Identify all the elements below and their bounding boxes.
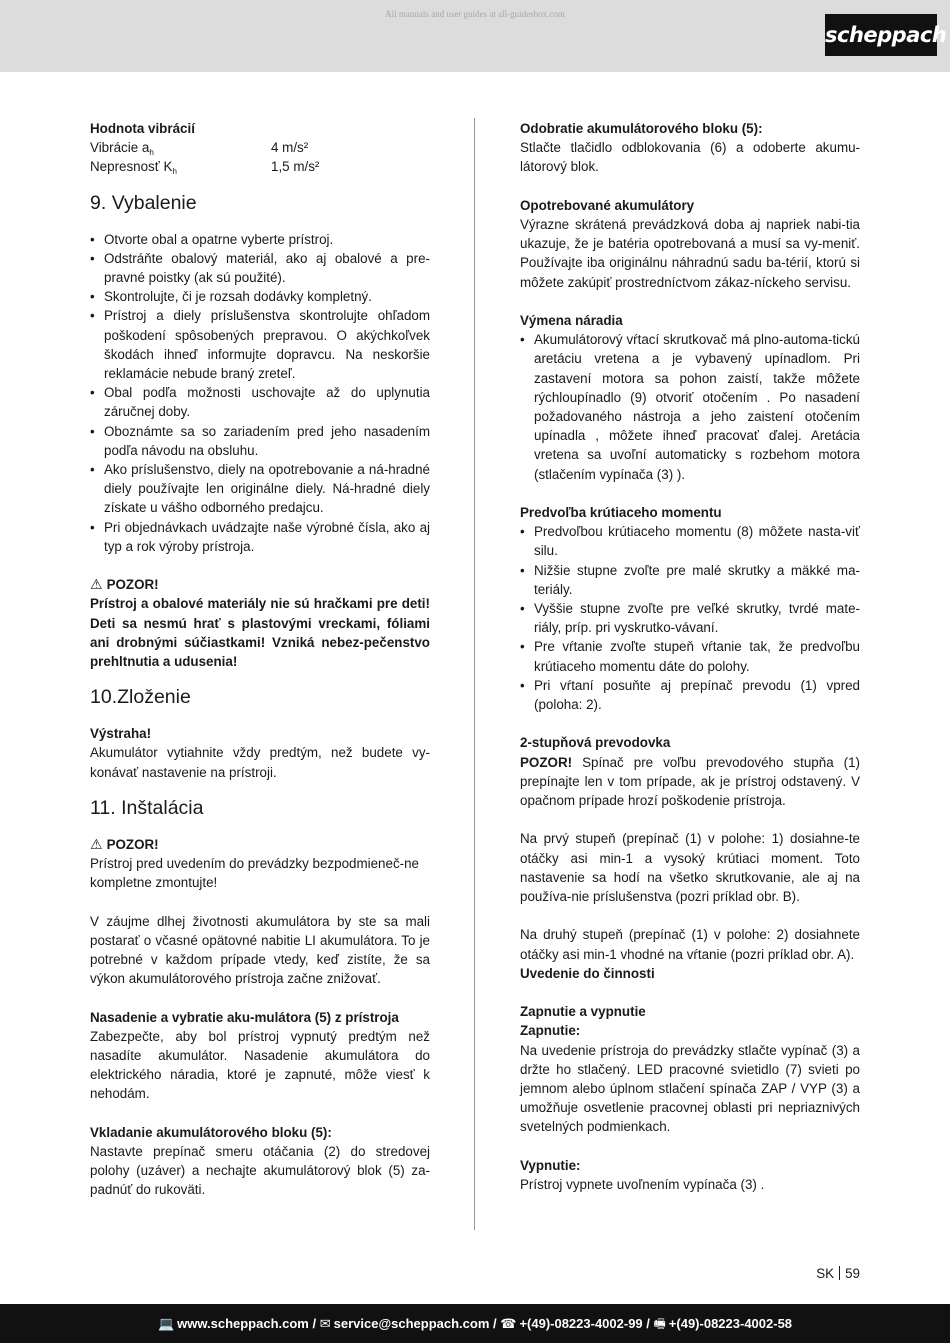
phone-icon: ☎ (500, 1316, 517, 1331)
list-item: • Nižšie stupne zvoľte pre malé skrutky a mäkké ma-teriály. (520, 561, 860, 599)
warning-triangle-icon: ⚠ (90, 576, 103, 593)
list-item: • Vyššie stupne zvoľte pre veľké skrutky, tvrdé mate-riály, príp. pri vyskrutko-vávaní. (520, 599, 860, 637)
footer-website[interactable]: www.scheppach.com (177, 1316, 309, 1331)
warning-2-text: Prístroj pred uvedením do prevádzky bezpodmieneč-ne kompletne zmontujte! (90, 856, 419, 891)
operation-heading: Uvedenie do činnosti (520, 965, 655, 981)
vibration-value: 4 m/s² (271, 140, 309, 156)
list-item: • Akumulátorový vŕtací skrutkovač má plno-automa-tickú aretáciu vretena a je vybavený upínadlom. Pri zastavení motora sa pohon zaistí, takže môžete rýchloupínadlo (9) otvoriť otočením . Po nasadení požadovaného nástroja a jeho zaistení otočením upínadla , môžete ihneď pracovať ďalej. Aretácia vretena sa uvoľní automaticky s rozbehom motora (stlačením vypínača (3) ). (520, 330, 860, 484)
torque-list (520, 522, 860, 714)
warning-triangle-icon: ⚠ (90, 835, 103, 852)
vibration-heading: Hodnota vibrácií (90, 121, 195, 136)
switch-off-heading: Vypnutie: (520, 1157, 581, 1173)
insert-battery-heading: Vkladanie akumulátorového bloku (5): (90, 1124, 332, 1140)
page-footer: 💻 www.scheppach.com / ✉ service@scheppach.com / ☎ +(49)-08223-4002-99 / 🖷 +(49)-08223-4002-58 (0, 1304, 950, 1343)
uncertainty-label: Nepresnosť $K_h$ (90, 159, 177, 177)
switch-on-text: Na uvedenie prístroja do prevádzky stlačte vypínač (3) a držte ho stlačený. LED pracovné svietidlo (7) svieti po jemnom alebo úplnom stlačení spínača ZAP / VYP (3) a umožňuje osvetlenie pracovnej oblasti pri nepriaznivých svetelných podmienkach. (520, 1042, 860, 1135)
section-10-heading: 10.Zloženie (90, 686, 191, 709)
page-header (0, 0, 950, 72)
fax-icon: 🖷 (653, 1316, 666, 1331)
torque-heading: Predvoľba krútiaceho momentu (520, 505, 722, 521)
warning-1: ⚠ POZOR! (90, 576, 159, 593)
vibration-label: Vibrácie $a_h$ (90, 140, 154, 158)
monitor-icon: 💻 (157, 1316, 175, 1331)
remove-battery-heading: Odobratie akumulátorového bloku (5): (520, 121, 763, 136)
worn-batteries-heading: Opotrebované akumulátory (520, 197, 695, 213)
list-item: • Skontrolujte, či je rozsah dodávky kompletný. (90, 287, 430, 306)
remove-battery-text: Stlačte tlačidlo odblokovania (6) a odoberte akumu-látorový blok. (520, 140, 860, 175)
list-item: • Pri vŕtaní posuňte aj prepínač prevodu (1) vpred (poloha: 2). (520, 676, 860, 714)
section-11-heading: 11. Inštalácia (90, 796, 204, 819)
watermark-text: All manuals and user guides at all-guidesbox.com (385, 9, 565, 19)
warning-1-text: Prístroj a obalové materiály nie sú hračkami pre deti! Deti sa nesmú hrať s plastovými vreckami, fóliami ani drobnými súčiastkami! Vzniká nebez-pečenstvo prehltnutia a udusenia! (90, 596, 430, 670)
list-item: • Ako príslušenstvo, diely na opotrebovanie a ná-hradné diely používajte len originálne diely. Ná-hradné diely získate u vášho odborného predajcu. (90, 460, 430, 518)
first-gear-text: Na prvý stupeň (prepínač (1) v polohe: 1) dosiahne-te otáčky asi min-1 a vysoký krútiaci moment. Toto nastavenie sa hodí na všetko skrutkovanie, ale aj na používa-nie príslušenstva (pozri príklad obr. B). (520, 831, 860, 905)
list-item: • Otvorte obal a opatrne vyberte prístroj. (90, 230, 430, 249)
insert-battery-text: Nastavte prepínač smeru otáčania (2) do stredovej polohy (uzáver) a nechajte akumulátorový blok (5) za-padnúť do rukoväti. (90, 1144, 430, 1198)
list-item: • Pri objednávkach uvádzajte naše výrobné čísla, ako aj typ a rok výroby prístroja. (90, 518, 430, 556)
list-item: • Predvoľbou krútiaceho momentu (8) môžete nasta-viť silu. (520, 522, 860, 560)
section-9-heading: 9. Vybalenie (90, 191, 197, 214)
list-item: • Oboznámte sa so zariadením pred jeho nasadením podľa návodu na obsluhu. (90, 422, 430, 460)
brand-logo: scheppach (825, 14, 937, 56)
footer-fax: +(49)-08223-4002-58 (668, 1316, 793, 1331)
footer-email[interactable]: service@scheppach.com (333, 1316, 490, 1331)
insert-remove-heading: Nasadenie a vybratie aku-mulátora (5) z prístroja (90, 1009, 399, 1025)
right-column (520, 119, 860, 1194)
mail-icon: ✉ (319, 1316, 331, 1331)
vibration-table (90, 138, 430, 176)
tool-change-heading: Výmena náradia (520, 313, 623, 328)
caution-text: Akumulátor vytiahnite vždy predtým, než budete vy-konávať nastavenie na prístroji. (90, 745, 430, 780)
switch-on-heading: Zapnutie: (520, 1023, 581, 1039)
left-column (90, 119, 430, 1200)
list-item: • Pre vŕtanie zvoľte stupeň vŕtanie tak, že predvoľbu krútiaceho momentu dáte do polohy. (520, 637, 860, 675)
insert-remove-text: Zabezpečte, aby bol prístroj vypnutý predtým než nasadíte akumulátor. Nasadenie akumulátora do elektrického náradia, ktoré je zapnuté, môže viesť k nehodám. (90, 1028, 430, 1102)
battery-life-text: V záujme dlhej životnosti akumulátora by ste sa mali postarať o včasné opätovné nabitie LI akumulátora. To je potrebné v každom prípade vtedy, keď zistíte, že sa výkon akumulátorového prístroja začne znižovať. (90, 913, 430, 987)
warning-2: ⚠ POZOR! (90, 835, 159, 852)
tool-change-list (520, 330, 860, 484)
list-item: • Obal podľa možnosti uschovajte až do uplynutia záručnej doby. (90, 383, 430, 421)
column-divider (474, 118, 475, 1230)
list-item: • Odstráňte obalový materiál, ako aj obalové a pre-pravné poistky (ak sú použité). (90, 249, 430, 287)
caution-heading: Výstraha! (90, 726, 152, 742)
footer-phone: +(49)-08223-4002-99 (519, 1316, 643, 1331)
list-item: • Prístroj a diely príslušenstva skontrolujte ohľadom poškodení spôsobených prepravou. O akýchkoľvek škodách ihneď informujte dopravcu. Na neskoršie reklamácie nebude braný zreteľ. (90, 306, 430, 383)
uncertainty-value: 1,5 m/s² (271, 159, 320, 175)
page-number: SK 59 (816, 1266, 860, 1281)
gearbox-heading: 2-stupňová prevodovka (520, 735, 671, 751)
switch-off-text: Prístroj vypnete uvoľnením vypínača (3) . (520, 1177, 765, 1193)
on-off-heading: Zapnutie a vypnutie (520, 1004, 646, 1020)
worn-batteries-text: Výrazne skrátená prevádzková doba aj napriek nabi-tia ukazuje, že je batéria opotrebovaná a musí sa vy-meniť. Používajte iba originálnu náhradnú sadu ba-térií, ktorú si môžete zakúpiť prostredníctvom zákaz-níckeho servisu. (520, 217, 860, 290)
second-gear-text: Na druhý stupeň (prepínač (1) v polohe: 2) dosiahnete otáčky asi min-1 vhodné na vŕtanie (pozri príklad obr. A). (520, 927, 860, 962)
gearbox-text: POZOR! Spínač pre voľbu prevodového stupňa (1) prepínajte len v tom prípade, ak je prístroj odstavený. V opačnom prípade hrozí poškodenie prístroja. (520, 754, 860, 809)
unpacking-list (90, 230, 430, 556)
